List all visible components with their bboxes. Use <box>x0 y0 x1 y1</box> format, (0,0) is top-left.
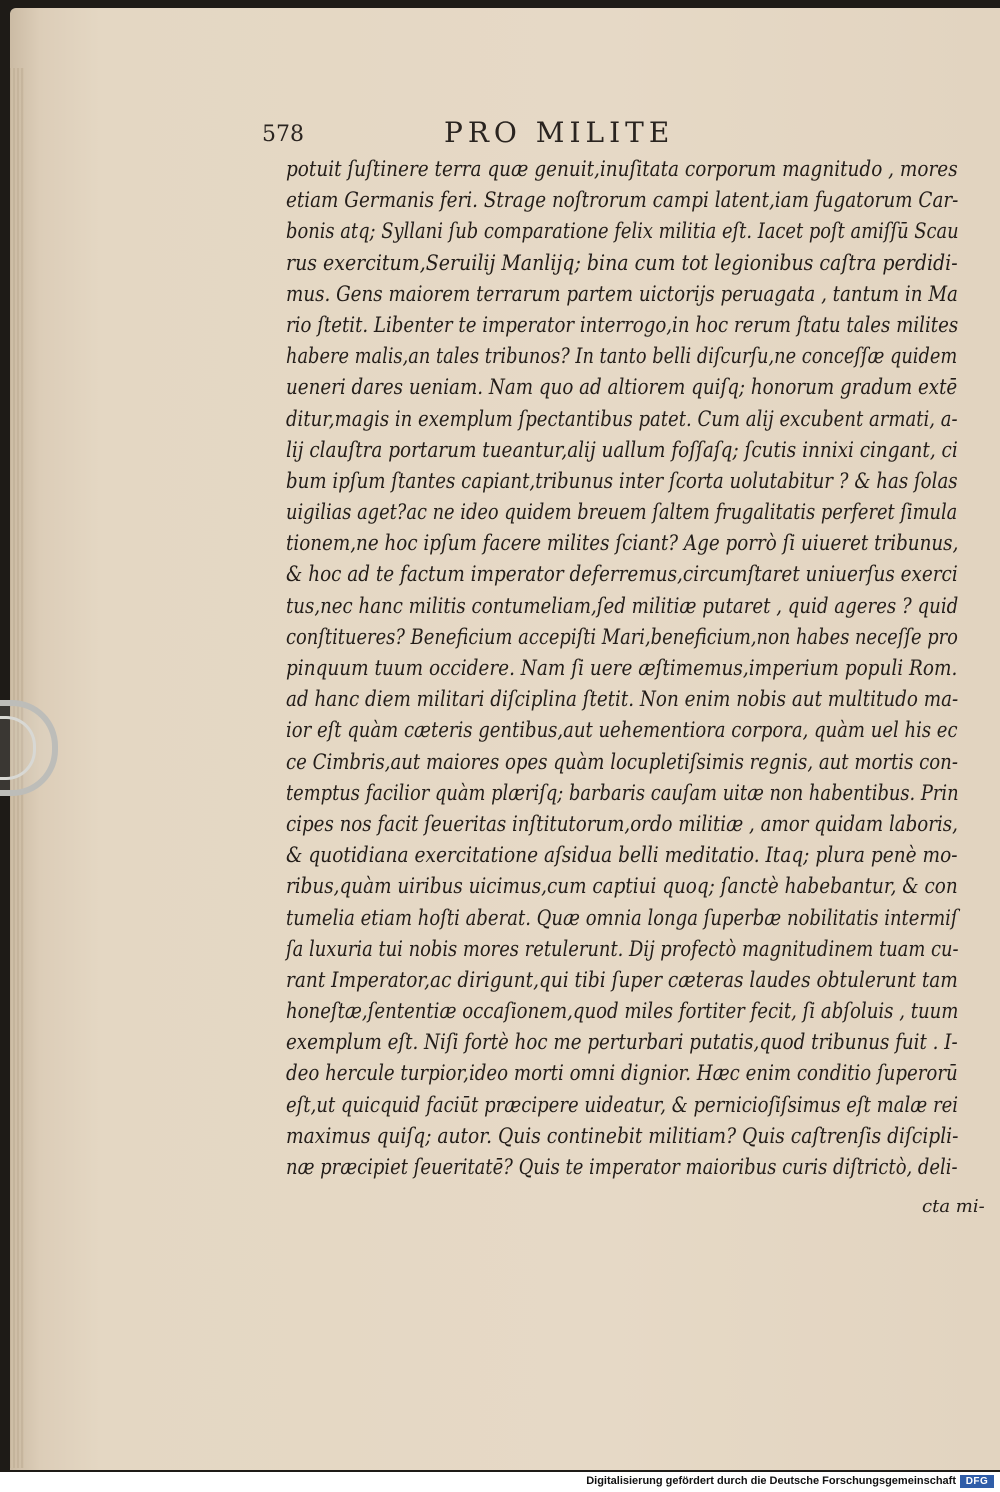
text-line: pinquum tuum occidere. Nam ſi uere æſtimemus,imperium populi Rom. <box>286 656 958 680</box>
text-line: ad hanc diem militari diſciplina ſtetit. Non enim nobis aut multitudo ma- <box>286 687 959 712</box>
text-line: rant Imperator,ac dirigunt,qui tibi ſuper cæteras laudes obtulerunt tam <box>286 967 958 992</box>
text-line: & hoc ad te factum imperator deferremus,circumſtaret uniuerſus exerci <box>286 562 958 587</box>
text-line: bonis atq; Syllani ſub comparatione felix militia eſt. Iacet poſt amiſſū Scau <box>286 219 959 244</box>
page-header <box>262 116 962 156</box>
text-line: honeſtæ,ſententiæ occaſionem,quod miles fortiter fecit, ſi abſoluis , tuum <box>286 999 959 1024</box>
running-head: PRO MILITE <box>444 116 675 149</box>
page-number: 578 <box>262 122 304 147</box>
text-line: lij clauſtra portarum tueantur,alij uallum foſſaſq; ſcutis innixi cingant, ci <box>286 437 958 462</box>
text-line: tumelia etiam hoſti aberat. Quæ omnia longa ſuperbæ nobilitatis intermiſ <box>286 905 958 930</box>
footer-bar <box>0 1472 1000 1492</box>
text-line: exemplum eſt. Niſi fortè hoc me perturbari putatis,quod tribunus fuit . I- <box>286 1030 958 1055</box>
text-line: eſt,ut quicquid faciūt præcipere uideatur, & pernicioſiſsimus eſt malæ rei <box>286 1092 959 1117</box>
text-line: etiam Germanis feri. Strage noſtrorum campi latent,iam fugatorum Car- <box>286 188 959 213</box>
text-line: mus. Gens maiorem terrarum partem uictorijs peruagata , tantum in Ma <box>286 281 958 306</box>
text-line: ior eſt quàm cæteris gentibus,aut uehementiora corpora, quàm uel his ec <box>286 718 958 743</box>
text-line: rus exercitum,Seruilij Manlijq; bina cum tot legionibus caſtra perdidi- <box>286 250 958 275</box>
text-line: ditur,magis in exemplum ſpectantibus patet. Cum alij excubent armati, a- <box>286 406 958 431</box>
text-line: ribus,quàm uiribus uicimus,cum captiui quoq; ſanctè habebantur, & con <box>286 874 958 899</box>
text-line: temptus facilior quàm plæriſq; barbaris cauſam uitæ non habentibus. Prin <box>286 780 959 805</box>
funding-credit: Digitalisierung gefördert durch die Deutsche Forschungsgemeinschaft <box>586 1475 956 1487</box>
text-line: næ præcipiet ſeueritatē? Quis te imperator maioribus curis diſtrictò, deli- <box>286 1155 958 1179</box>
body-text <box>286 154 976 1183</box>
text-line: deo hercule turpior,ideo morti omni dignior. Hæc enim conditio ſuperorū <box>286 1061 958 1086</box>
text-line: rio ſtetit. Libenter te imperator interrogo,in hoc rerum ſtatu tales milites <box>286 312 959 337</box>
text-line: bum ipſum ſtantes capiant,tribunus inter ſcorta uolutabitur ? & has ſolas <box>286 468 958 493</box>
text-line: habere malis,an tales tribunos? In tanto belli diſcurſu,ne conceſſæ quidem <box>286 344 958 369</box>
text-line: ueneri dares ueniam. Nam quo ad altiorem quiſq; honorum gradum extē <box>286 375 958 400</box>
dfg-logo-icon: DFG <box>960 1475 994 1488</box>
catchword: cta mi- <box>922 1196 985 1217</box>
text-line: potuit ſuſtinere terra quæ genuit,inuſitata corporum magnitudo , mores <box>286 157 958 181</box>
text-line: cipes nos facit ſeueritas inſtitutorum,ordo militiæ , amor quidam laboris, <box>286 811 958 836</box>
text-line: maximus quiſq; autor. Quis continebit militiam? Quis caſtrenſis diſcipli- <box>286 1123 959 1148</box>
text-line: & quotidiana exercitatione aſsidua belli meditatio. Itaq; plura penè mo- <box>286 843 958 868</box>
text-line: ſa luxuria tui nobis mores retulerunt. Dij profectò magnitudinem tuam cu- <box>286 936 959 961</box>
text-line: ce Cimbris,aut maiores opes quàm locupletiſsimis regnis, aut mortis con- <box>286 749 958 774</box>
text-line: tus,nec hanc militis contumeliam,ſed militiæ putaret , quid ageres ? quid <box>286 593 959 618</box>
text-line: tionem,ne hoc ipſum facere milites ſciant? Age porrò ſi uiueret tribunus, <box>286 531 959 556</box>
text-line: conſtitueres? Beneficium accepiſti Mari,beneficium,non habes neceſſe pro <box>286 624 958 649</box>
text-line: uigilias aget?ac ne ideo quidem breuem ſaltem frugalitatis perferet ſimula <box>286 500 958 525</box>
